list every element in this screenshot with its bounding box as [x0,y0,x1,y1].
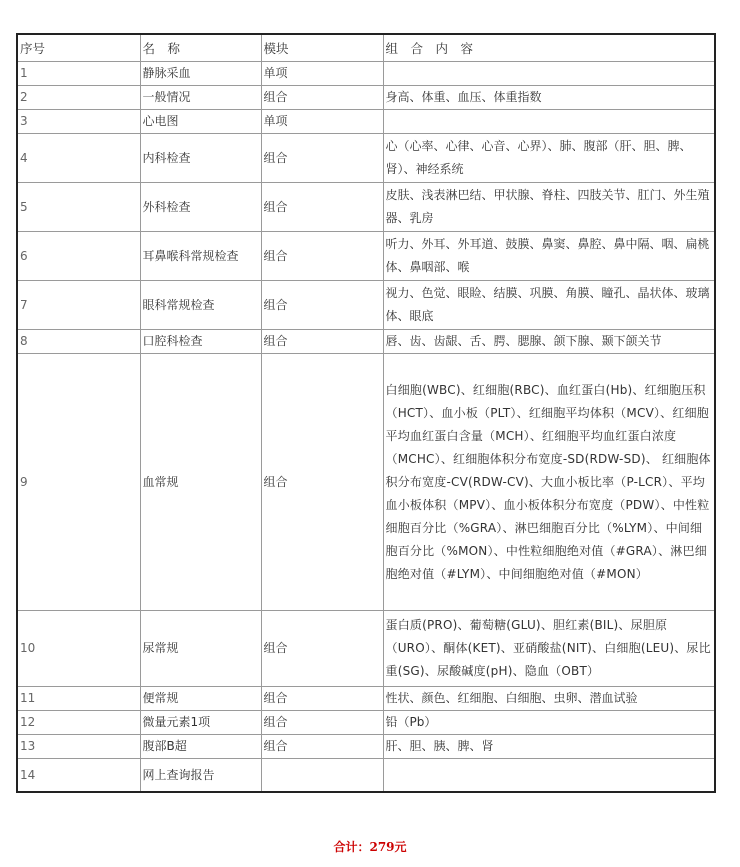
row-module: 组合 [261,711,383,735]
row-num: 3 [17,110,140,134]
row-name: 外科检查 [140,183,261,232]
row-content: 肝、胆、胰、脾、肾 [383,735,715,759]
table-row [17,330,715,354]
row-content [383,759,715,793]
row-num: 4 [17,134,140,183]
row-module: 组合 [261,183,383,232]
row-num: 5 [17,183,140,232]
total-price: 合计：279元 [333,840,407,854]
table-row [17,759,715,793]
row-name: 微量元素1项 [140,711,261,735]
row-content: 性状、颜色、红细胞、白细胞、虫卵、潜血试验 [383,687,715,711]
row-name: 尿常规 [140,611,261,687]
row-name: 静脉采血 [140,62,261,86]
table-row [17,735,715,759]
header-content: 组 合 内 容 [383,34,715,62]
table-row [17,711,715,735]
header-module: 模块 [261,34,383,62]
row-module: 组合 [261,611,383,687]
table-row [17,134,715,183]
row-name: 口腔科检查 [140,330,261,354]
header-row [17,34,715,62]
row-content: 白细胞(WBC)、红细胞(RBC)、血红蛋白(Hb)、红细胞压积（HCT）、血小板（PLT）、红细胞平均体积（MCV）、红细胞平均血红蛋白含量（MCH）、红细胞平均血红蛋白浓度（MCHC）、红细胞体积分布宽度-SD(RDW-SD)、 红细胞体积分布宽度-CV(RDW-CV)、大血小板比率（P-LCR）、平均血小板体积（MPV）、血小板体积分布宽度（PDW）、中性粒细胞百分比（%GRA）、淋巴细胞百分比（%LYM）、中间细胞百分比（%MON）、中性粒细胞绝对值（#GRA）、淋巴细胞绝对值（#LYM）、中间细胞绝对值（#MON） [383,354,715,611]
row-content: 皮肤、浅表淋巴结、甲状腺、脊柱、四肢关节、肛门、外生殖器、乳房 [383,183,715,232]
row-name: 一般情况 [140,86,261,110]
row-num: 11 [17,687,140,711]
row-num: 2 [17,86,140,110]
header-name: 名 称 [140,34,261,62]
table-row [17,62,715,86]
row-content: 铅（Pb） [383,711,715,735]
row-module: 组合 [261,687,383,711]
row-content: 唇、齿、齿龈、舌、腭、腮腺、颌下腺、颞下颌关节 [383,330,715,354]
row-module: 组合 [261,86,383,110]
row-num: 13 [17,735,140,759]
row-module: 组合 [261,232,383,281]
row-module: 单项 [261,110,383,134]
row-name: 内科检查 [140,134,261,183]
row-module: 组合 [261,281,383,330]
row-content: 蛋白质(PRO)、葡萄糖(GLU)、胆红素(BIL)、尿胆原（URO）、酮体(KET)、亚硝酸盐(NIT)、白细胞(LEU)、尿比重(SG)、尿酸碱度(pH)、隐血（OBT） [383,611,715,687]
row-name: 心电图 [140,110,261,134]
row-content: 视力、色觉、眼睑、结膜、巩膜、角膜、瞳孔、晶状体、玻璃体、眼底 [383,281,715,330]
table-row [17,687,715,711]
row-module: 组合 [261,134,383,183]
row-num: 1 [17,62,140,86]
table-row [17,183,715,232]
row-name: 耳鼻喉科常规检查 [140,232,261,281]
table-row [17,354,715,611]
row-module: 组合 [261,735,383,759]
row-num: 10 [17,611,140,687]
row-module: 组合 [261,330,383,354]
header-num: 序号 [17,34,140,62]
row-module [261,759,383,793]
row-name: 腹部B超 [140,735,261,759]
row-num: 8 [17,330,140,354]
row-num: 14 [17,759,140,793]
row-num: 12 [17,711,140,735]
row-name: 网上查询报告 [140,759,261,793]
row-module: 组合 [261,354,383,611]
row-name: 血常规 [140,354,261,611]
table-row [17,86,715,110]
row-content [383,110,715,134]
exam-package-table [16,33,716,793]
row-num: 9 [17,354,140,611]
row-content: 身高、体重、血压、体重指数 [383,86,715,110]
table-row [17,611,715,687]
table-row [17,281,715,330]
row-module: 单项 [261,62,383,86]
row-name: 便常规 [140,687,261,711]
row-num: 6 [17,232,140,281]
row-content: 听力、外耳、外耳道、鼓膜、鼻窦、鼻腔、鼻中隔、咽、扁桃体、鼻咽部、喉 [383,232,715,281]
table-row [17,232,715,281]
row-num: 7 [17,281,140,330]
row-content [383,62,715,86]
table-row [17,110,715,134]
row-name: 眼科常规检查 [140,281,261,330]
row-content: 心（心率、心律、心音、心界）、肺、腹部（肝、胆、脾、肾）、神经系统 [383,134,715,183]
